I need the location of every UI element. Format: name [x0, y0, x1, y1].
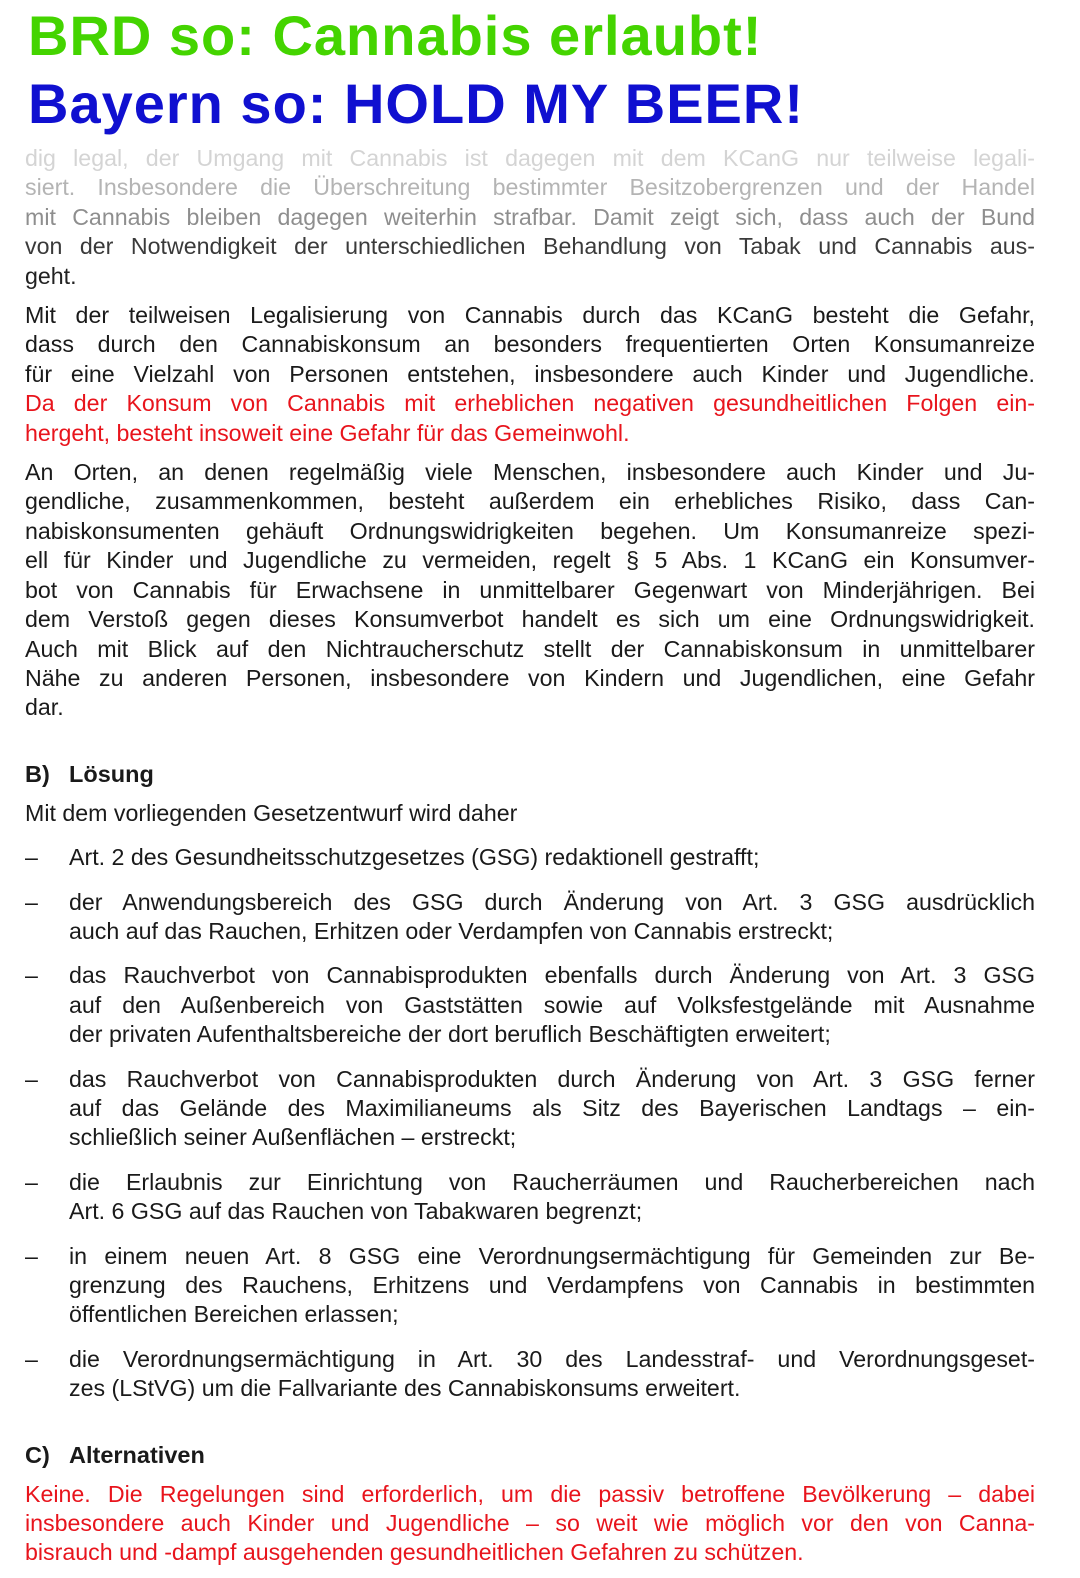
text-line: auf das Gelände des Maximilianeums als Sitz des Bayerischen Landtags – ein-: [69, 1094, 1035, 1121]
text-line: dar.: [25, 694, 64, 721]
section-number: C): [25, 1441, 50, 1468]
section-b-intro: [25, 799, 1035, 828]
text-line: schließlich seiner Außenflächen – erstreckt;: [69, 1124, 517, 1151]
text-line: Art. 2 des Gesundheitsschutzgesetzes (GSG) redaktionell gestrafft;: [69, 844, 760, 871]
text-line: das Rauchverbot von Cannabisprodukten ebenfalls durch Änderung von Art. 3 GSG: [69, 962, 1035, 989]
text-line: siert. Insbesondere die Überschreitung bestimmter Besitzobergrenzen und der Handel: [25, 174, 1035, 201]
text-line: gendliche, zusammenkommen, besteht außerdem ein erhebliches Risiko, dass Can-: [25, 488, 1035, 515]
list-item: [25, 888, 1035, 947]
dash-bullet-icon: –: [25, 1065, 38, 1092]
list-item: [25, 1242, 1035, 1330]
document-page: [25, 144, 1035, 1568]
text-line: dem Verstoß gegen dieses Konsumverbot handelt es sich um eine Ordnungswidrigkeit.: [25, 606, 1035, 633]
intro-paragraph: [25, 144, 1035, 291]
paragraph-places: [25, 458, 1035, 723]
text-line: die Verordnungsermächtigung in Art. 30 des Landesstraf- und Verordnungsgeset-: [69, 1345, 1035, 1372]
text-line: Nähe zu anderen Personen, insbesondere von Kindern und Jugendlichen, eine Gefahr: [25, 664, 1035, 691]
list-item: [25, 843, 1035, 872]
highlighted-text-line: hergeht, besteht insoweit eine Gefahr für das Gemeinwohl.: [25, 419, 630, 446]
meme-captions: [0, 0, 1080, 144]
text-line: ell für Kinder und Jugendliche zu vermeiden, regelt § 5 Abs. 1 KCanG ein Konsumver-: [25, 547, 1035, 574]
text-line: grenzung des Rauchens, Erhitzens und Verdampfens von Cannabis in bestimmten: [69, 1272, 1035, 1298]
text-line: das Rauchverbot von Cannabisprodukten durch Änderung von Art. 3 GSG ferner: [69, 1065, 1035, 1092]
dash-bullet-icon: –: [25, 1242, 38, 1269]
text-line: von der Notwendigkeit der unterschiedlichen Behandlung von Tabak und Cannabis aus-: [25, 233, 1035, 260]
dash-bullet-icon: –: [25, 962, 38, 989]
text-line: in einem neuen Art. 8 GSG eine Verordnungsermächtigung für Gemeinden zur Be-: [69, 1242, 1035, 1269]
section-b-heading: [25, 759, 1035, 789]
section-title: Alternativen: [69, 1441, 205, 1468]
section-title: Lösung: [69, 760, 154, 787]
highlighted-text-line: insbesondere auch Kinder und Jugendliche – so weit wie möglich vor den von Canna-: [25, 1510, 1035, 1537]
text-line: zes (LStVG) um die Fallvariante des Cannabiskonsums erweitert.: [69, 1375, 741, 1402]
highlighted-text-line: Da der Konsum von Cannabis mit erheblichen negativen gesundheitlichen Folgen ein-: [25, 390, 1035, 417]
section-b-list: [25, 843, 1035, 1404]
dash-bullet-icon: –: [25, 888, 38, 915]
meme-top-caption: BRD so: Cannabis erlaubt!: [28, 4, 763, 67]
text-line: mit Cannabis bleiben dagegen weiterhin strafbar. Damit zeigt sich, dass auch der Bund: [25, 203, 1035, 230]
paragraph-risk: [25, 301, 1035, 448]
list-item: [25, 1345, 1035, 1404]
text-line: Auch mit Blick auf den Nichtraucherschutz stellt der Cannabiskonsum in unmittelbarer: [25, 635, 1035, 662]
meme-bottom-caption: Bayern so: HOLD MY BEER!: [28, 72, 804, 135]
text-line: Mit dem vorliegenden Gesetzentwurf wird daher: [25, 799, 518, 826]
text-line: auch auf das Rauchen, Erhitzen oder Verdampfen von Cannabis erstreckt;: [69, 917, 834, 944]
text-line: dass durch den Cannabiskonsum an besonders frequentierten Orten Konsumanreize: [25, 331, 1035, 358]
highlighted-text-line: Keine. Die Regelungen sind erforderlich, um die passiv betroffene Bevölkerung – dabei: [25, 1480, 1035, 1507]
list-item: [25, 1065, 1035, 1153]
text-line: auf den Außenbereich von Gaststätten sowie auf Volksfestgelände mit Ausnahme: [69, 991, 1035, 1018]
section-c-heading: [25, 1440, 1035, 1470]
text-line: der Anwendungsbereich des GSG durch Änderung von Art. 3 GSG ausdrücklich: [69, 888, 1035, 915]
section-c-paragraph: [25, 1480, 1035, 1568]
section-number: B): [25, 760, 50, 787]
dash-bullet-icon: –: [25, 1168, 38, 1195]
text-line: An Orten, an denen regelmäßig viele Menschen, insbesondere auch Kinder und Ju-: [25, 459, 1035, 486]
list-item: [25, 1168, 1035, 1227]
text-line: bot von Cannabis für Erwachsene in unmittelbarer Gegenwart von Minderjährigen. Bei: [25, 576, 1035, 603]
text-line: Art. 6 GSG auf das Rauchen von Tabakwaren begrenzt;: [69, 1198, 643, 1225]
text-line: der privaten Aufenthaltsbereiche der dort beruflich Beschäftigten erweitert;: [69, 1021, 831, 1048]
text-line: nabiskonsumenten gehäuft Ordnungswidrigkeiten begehen. Um Konsumanreize spezi-: [25, 517, 1035, 544]
list-item: [25, 961, 1035, 1049]
text-line: für eine Vielzahl von Personen entstehen, insbesondere auch Kinder und Jugendliche.: [25, 360, 1035, 387]
dash-bullet-icon: –: [25, 844, 38, 871]
text-line: die Erlaubnis zur Einrichtung von Raucherräumen und Raucherbereichen nach: [69, 1168, 1035, 1195]
text-line: Mit der teilweisen Legalisierung von Cannabis durch das KCanG besteht die Gefahr,: [25, 302, 1035, 329]
text-line: öffentlichen Bereichen erlassen;: [69, 1301, 399, 1328]
dash-bullet-icon: –: [25, 1345, 38, 1372]
highlighted-text-line: bisrauch und -dampf ausgehenden gesundheitlichen Gefahren zu schützen.: [25, 1539, 804, 1566]
text-line: dig legal, der Umgang mit Cannabis ist dagegen mit dem KCanG nur teilweise legali-: [25, 145, 1035, 171]
text-line: geht.: [25, 262, 77, 289]
